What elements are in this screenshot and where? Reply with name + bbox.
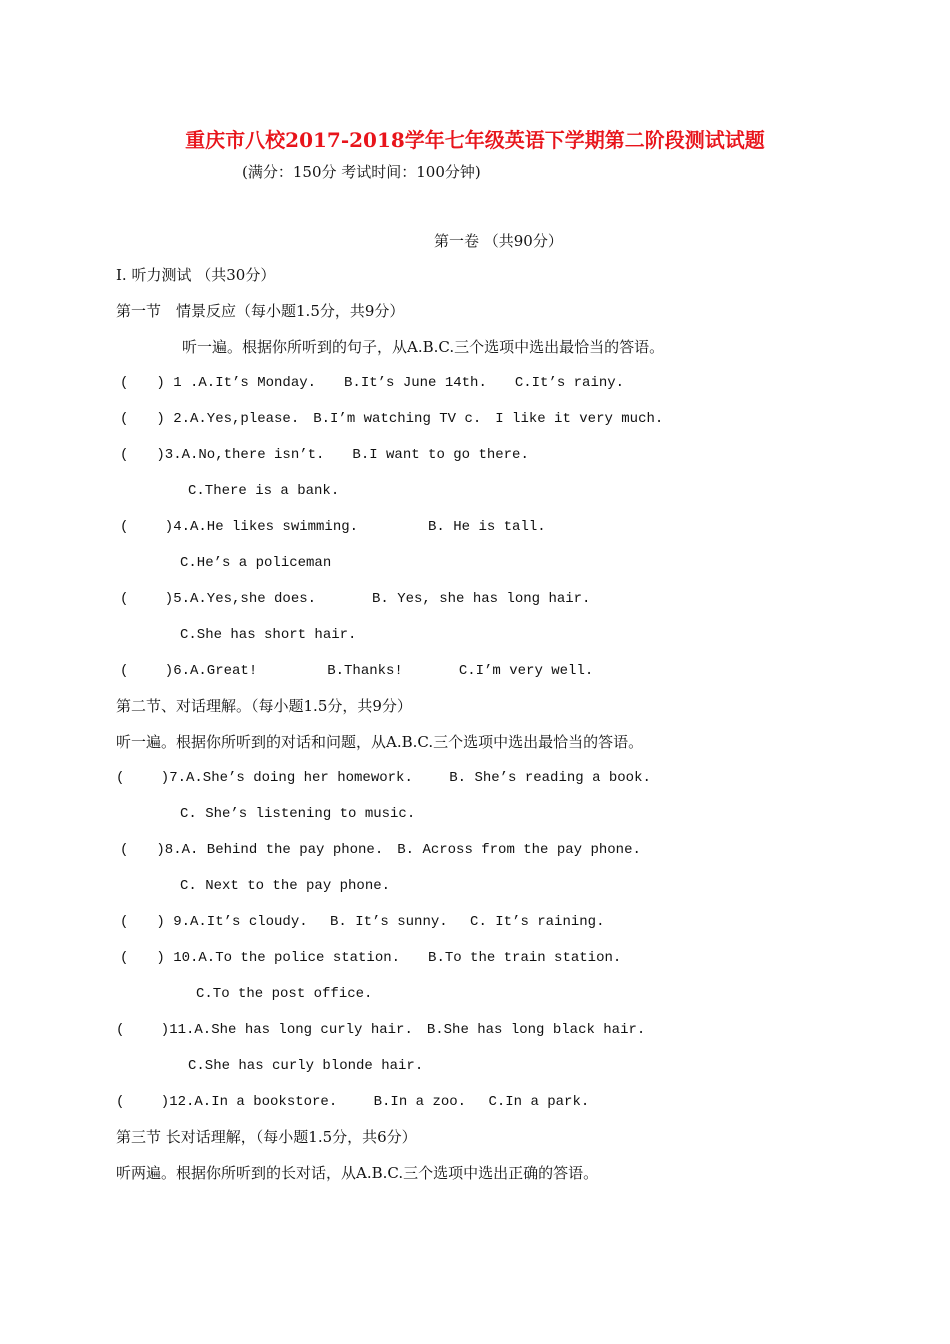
document-title: 重庆市八校2017-2018学年七年级英语下学期第二阶段测试试题 <box>185 128 765 152</box>
score-time-note: (满分：150分 考试时间：100分钟) <box>242 163 481 181</box>
section1-instruction: 听一遍。根据你所听到的句子，从A.B.C.三个选项中选出最恰当的答语。 <box>182 338 665 356</box>
question-8: ( )8.A. Behind the pay phone. B. Across from the pay phone. <box>120 842 641 858</box>
question-1: ( ) 1 .A.It’s Monday. B.It’s June 14th. C.It’s rainy. <box>120 375 625 391</box>
question-4-option-c: C.He’s a policeman <box>180 555 332 571</box>
section3-heading: 第三节 长对话理解，（每小题1.5分，共6分） <box>116 1128 417 1146</box>
question-3: ( )3.A.No,there isn’t. B.I want to go there. <box>120 447 529 463</box>
question-5-option-c: C.She has short hair. <box>180 627 357 643</box>
question-7: ( )7.A.She’s doing her homework. B. She’s reading a book. <box>116 770 651 786</box>
section2-instruction: 听一遍。根据你所听到的对话和问题，从A.B.C.三个选项中选出最恰当的答语。 <box>116 733 644 751</box>
question-7-option-c: C. She’s listening to music. <box>180 806 416 822</box>
question-10: ( ) 10.A.To the police station. B.To the train station. <box>120 950 622 966</box>
question-11: ( )11.A.She has long curly hair. B.She has long black hair. <box>116 1022 646 1038</box>
question-5: ( )5.A.Yes,she does. B. Yes, she has long hair. <box>120 591 591 607</box>
section2-heading: 第二节、对话理解。（每小题1.5分，共9分） <box>116 697 412 715</box>
section1-heading: 第一节 情景反应（每小题1.5分，共9分） <box>116 302 405 320</box>
question-2: ( ) 2.A.Yes,please. B.I’m watching TV c. I like it very much. <box>120 411 664 427</box>
question-3-option-c: C.There is a bank. <box>188 483 340 499</box>
question-6: ( )6.A.Great! B.Thanks! C.I’m very well. <box>120 663 594 679</box>
volume-heading: 第一卷 （共90分） <box>434 232 563 250</box>
question-9: ( ) 9.A.It’s cloudy. B. It’s sunny. C. It’s raining. <box>120 914 605 930</box>
part-heading: Ⅰ. 听力测试 （共30分） <box>116 266 276 284</box>
question-4: ( )4.A.He likes swimming. B. He is tall. <box>120 519 546 535</box>
question-11-option-c: C.She has curly blonde hair. <box>188 1058 424 1074</box>
question-12: ( )12.A.In a bookstore. B.In a zoo. C.In a park. <box>116 1094 590 1110</box>
question-10-option-c: C.To the post office. <box>196 986 373 1002</box>
question-8-option-c: C. Next to the pay phone. <box>180 878 391 894</box>
section3-instruction: 听两遍。根据你所听到的长对话，从A.B.C.三个选项中选出正确的答语。 <box>116 1164 599 1182</box>
